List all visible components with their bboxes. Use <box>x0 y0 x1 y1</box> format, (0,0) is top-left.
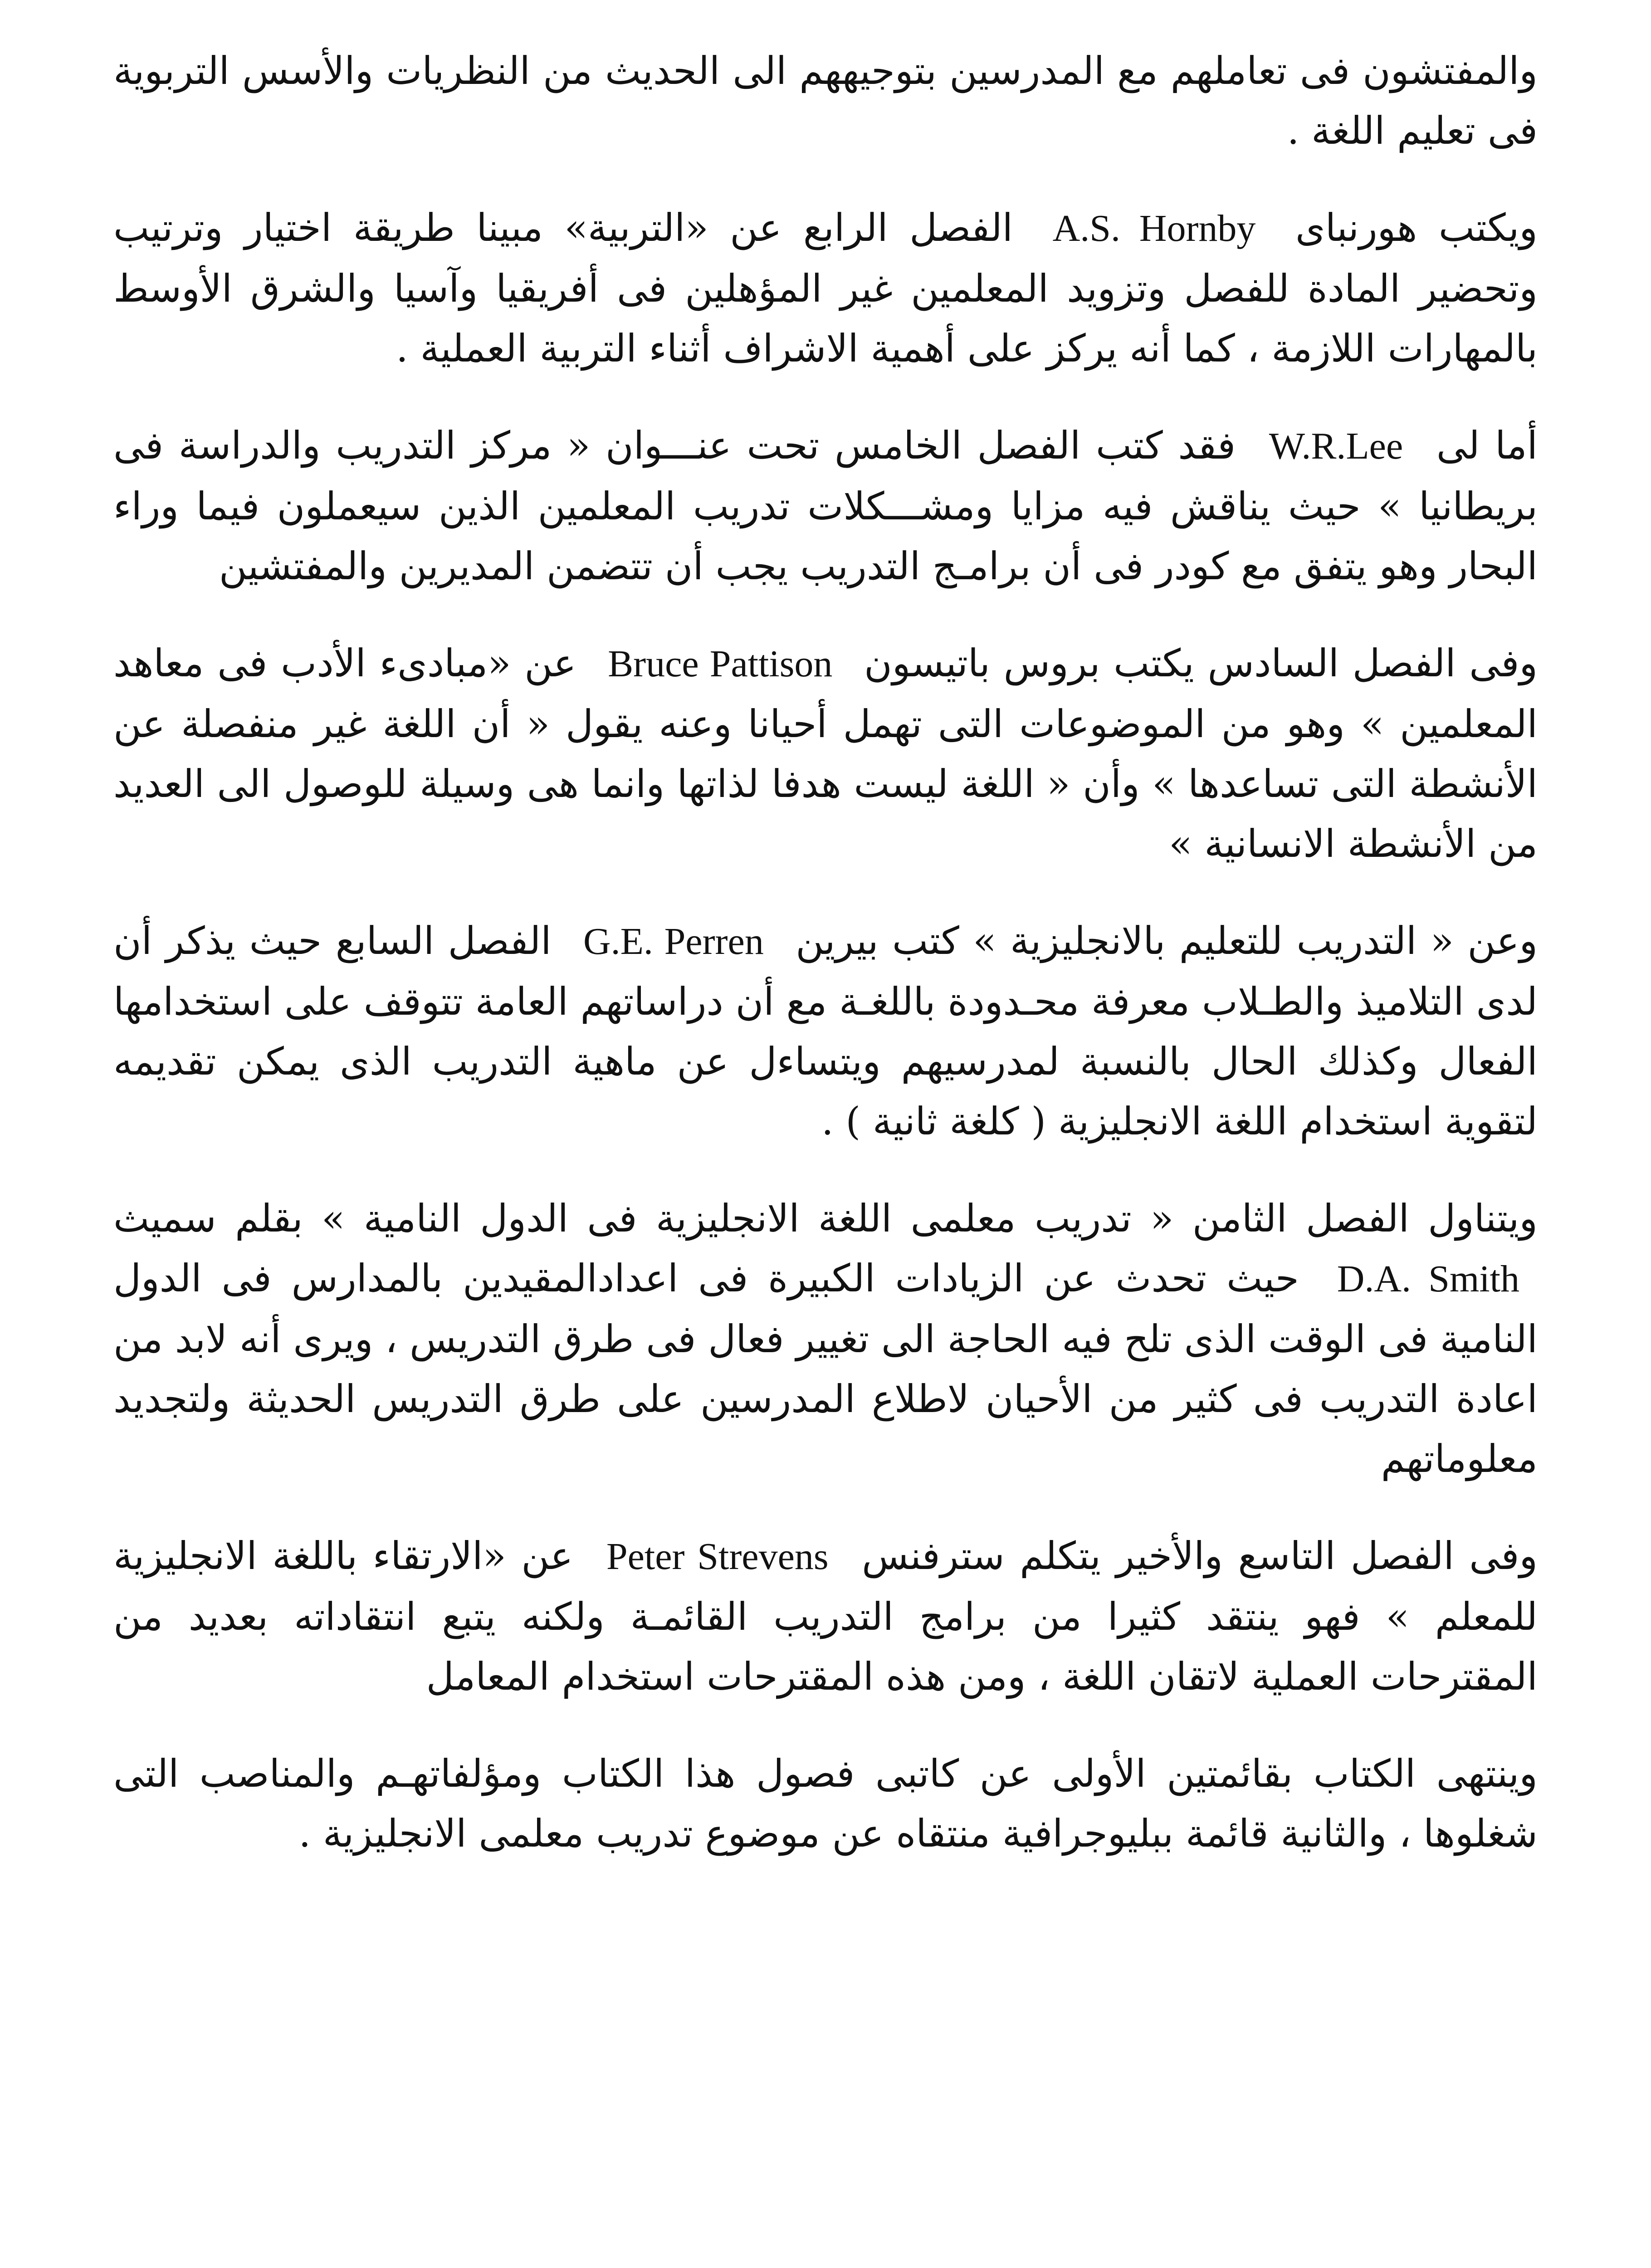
paragraph-text: ويكتب هورنباى <box>1295 205 1538 250</box>
paragraph-text: والمفتشون فى تعاملهم مع المدرسين بتوجيههم الى الحديث من النظريات والأسس التربوية فى تعليم اللغة . <box>113 49 1538 153</box>
paragraph-text: ويتناول الفصل الثامن « تدريب معلمى اللغة الانجليزية فى الدول النامية » بقلم سميث <box>113 1196 1538 1241</box>
paragraph-text: الفصل السابع حيث يذكر أن لدى التلاميذ والطـلاب معرفة محـدودة باللغـة مع أن دراساتهم العامة تتوقف على استخدامها الفعال وكذلك الحال بالنسبة لمدرسيهم ويتساءل عن ماهية التدريب الذى يمكن تقديمه لتقوية استخدام اللغة الانجليزية ( كلغة ثانية ) . <box>113 919 1538 1144</box>
paragraph-5 <box>113 911 1538 1151</box>
paragraph-8 <box>113 1744 1538 1863</box>
paragraph-text: فقد كتب الفصل الخامس تحت عنـــوان « مركز التدريب والدراسة فى بريطانيا » حيث يناقش فيه مزايا ومشـــكلات تدريب المعلمين الذين سيعملون فيما وراء البحار وهو يتفق مع كودر فى أن برامـج التدريب يجب أن تتضمن المديرين والمفتشين <box>113 423 1538 588</box>
paragraph-text: وفى الفصل السادس يكتب بروس باتيسون <box>864 641 1538 685</box>
paragraph-text: عن «مبادىء الأدب فى معاهد المعلمين » وهو من الموضوعات التى تهمل أحيانا وعنه يقول « أن اللغة غير منفصلة عن الأنشطة التى تساعدها » وأن « اللغة ليست هدفا لذاتها وانما هى وسيلة للوصول الى العديد من الأنشطة الانسانية » <box>113 641 1538 866</box>
author-name-latin: A.S. Hornby <box>1052 207 1256 249</box>
paragraph-text: وينتهى الكتاب بقائمتين الأولى عن كاتبى فصول هذا الكتاب ومؤلفاتهـم والمناصب التى شغلوها ، والثانية قائمة ببليوجرافية منتقاه عن موضوع تدريب معلمى الانجليزية . <box>113 1751 1538 1856</box>
paragraph-3 <box>113 415 1538 596</box>
paragraph-6 <box>113 1188 1538 1489</box>
paragraph-text: حيث تحدث عن الزيادات الكبيرة فى اعدادالمقيدين بالمدارس فى الدول النامية فى الوقت الذى تلح فيه الحاجة الى تغيير فعال فى طرق التدريس ، ويرى أنه لابد من اعادة التدريب فى كثير من الأحيان لاطلاع المدرسين على طرق التدريس الحديثة ولتجديد معلوماتهم <box>113 1256 1538 1481</box>
author-name-latin: G.E. Perren <box>583 920 764 963</box>
paragraph-7 <box>113 1526 1538 1706</box>
paragraph-2 <box>113 198 1538 378</box>
author-name-latin: W.R.Lee <box>1269 425 1403 467</box>
paragraph-text: وفى الفصل التاسع والأخير يتكلم سترفنس <box>862 1534 1538 1578</box>
paragraph-text: عن «الارتقاء باللغة الانجليزية للمعلم » فهو ينتقد كثيرا من برامج التدريب القائمـة ولكنه يتبع انتقاداته بعديد من المقترحات العملية لاتقان اللغة ، ومن هذه المقترحات استخدام المعامل <box>113 1534 1538 1699</box>
article-body <box>113 41 1538 1901</box>
paragraph-1 <box>113 41 1538 161</box>
paragraph-text: وعن « التدريب للتعليم بالانجليزية » كتب بيرين <box>796 919 1538 963</box>
author-name-latin: D.A. Smith <box>1337 1258 1519 1300</box>
author-name-latin: Peter Strevens <box>606 1535 829 1578</box>
author-name-latin: Bruce Pattison <box>608 643 833 685</box>
paragraph-4 <box>113 633 1538 874</box>
paragraph-text: الفصل الرابع عن «التربية» مبينا طريقة اختيار وترتيب وتحضير المادة للفصل وتزويد المعلمين غير المؤهلين فى أفريقيا وآسيا والشرق الأوسط بالمهارات اللازمة ، كما أنه يركز على أهمية الاشراف أثناء التربية العملية . <box>113 205 1538 371</box>
paragraph-text: أما لى <box>1436 423 1538 468</box>
